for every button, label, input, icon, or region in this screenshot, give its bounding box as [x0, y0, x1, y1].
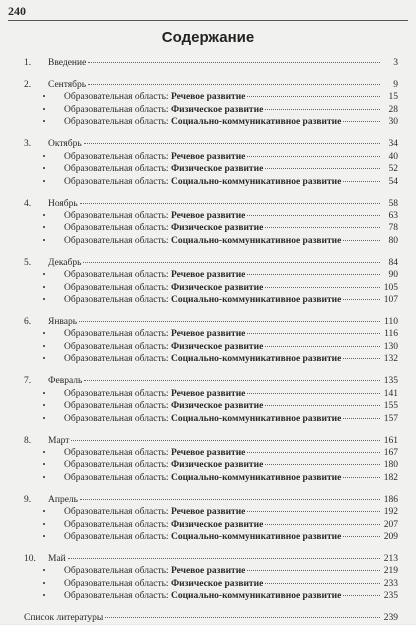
area-prefix: Образовательная область: [64, 223, 169, 234]
toc-subentry [24, 519, 398, 531]
bullet-icon: • [42, 151, 46, 161]
area-name: Социально-коммуникативное развитие [170, 354, 342, 365]
area-name: Речевое развитие [170, 566, 246, 577]
toc-entry-label: Март [48, 435, 70, 446]
area-name: Физическое развитие [170, 104, 264, 115]
area-name: Физическое развитие [170, 401, 264, 412]
toc-subentry-page: 15 [388, 92, 398, 103]
toc-section [24, 57, 398, 69]
toc-subentry-page: 40 [388, 151, 398, 162]
dot-leader [83, 262, 380, 263]
toc-subentry-page: 167 [383, 447, 398, 458]
dot-leader [343, 595, 380, 596]
area-name: Социально-коммуникативное развитие [170, 532, 342, 542]
toc-subentry-label [64, 413, 341, 425]
toc-entry-page: 213 [383, 554, 398, 565]
area-name: Физическое развитие [170, 164, 264, 175]
area-prefix: Образовательная область: [64, 591, 169, 602]
area-name: Физическое развитие [170, 341, 264, 352]
toc-subentry [24, 578, 398, 590]
area-prefix: Образовательная область: [64, 117, 169, 128]
toc-subentry [24, 565, 398, 577]
area-prefix: Образовательная область: [64, 282, 169, 293]
area-name: Речевое развитие [170, 447, 246, 458]
bullet-icon: • [42, 282, 46, 292]
area-prefix: Образовательная область: [64, 472, 169, 483]
toc-subentry-label [64, 590, 341, 602]
area-prefix: Образовательная область: [64, 401, 169, 412]
toc-entry-page: 84 [388, 257, 398, 268]
area-name: Социально-коммуникативное развитие [170, 472, 342, 483]
toc-entry [24, 79, 398, 91]
toc-subentry-label [64, 531, 341, 543]
area-name: Речевое развитие [170, 388, 246, 399]
bullet-icon: • [42, 532, 46, 541]
toc-subentry [24, 388, 398, 400]
area-prefix: Образовательная область: [64, 329, 169, 340]
toc-entry-number: 9. [24, 494, 32, 505]
toc-subentry [24, 269, 398, 281]
toc-subentry-label [64, 388, 245, 400]
toc-entry [24, 435, 398, 447]
references-label: Список литературы [24, 613, 104, 624]
toc-references [24, 612, 398, 624]
toc-entry [24, 553, 398, 565]
toc-subentry-label [64, 447, 245, 459]
dot-leader [343, 240, 380, 241]
bullet-icon: • [42, 354, 46, 364]
toc-entry-label: Февраль [48, 376, 83, 387]
bullet-icon: • [42, 401, 46, 411]
toc-entry-label: Январь [48, 317, 78, 328]
area-prefix: Образовательная область: [64, 566, 169, 577]
toc-section [24, 198, 398, 248]
area-prefix: Образовательная область: [64, 270, 169, 281]
toc-subentry-label [64, 269, 245, 281]
area-name: Речевое развитие [170, 507, 246, 518]
toc-subentry [24, 282, 398, 294]
toc-entry-number: 7. [24, 376, 32, 387]
toc-entry-label: Декабрь [48, 257, 82, 268]
area-prefix: Образовательная область: [64, 578, 169, 589]
toc-subentry [24, 210, 398, 222]
dot-leader [105, 617, 380, 618]
area-name: Речевое развитие [170, 210, 246, 221]
bullet-icon: • [42, 210, 46, 220]
area-prefix: Образовательная область: [64, 388, 169, 399]
dot-leader [343, 121, 380, 122]
toc-subentry [24, 328, 398, 340]
dot-leader [265, 524, 380, 525]
toc-entry [24, 198, 398, 210]
bullet-icon: • [42, 270, 46, 280]
dot-leader [343, 299, 380, 300]
page-title: Содержание [161, 29, 255, 46]
dot-leader [79, 321, 380, 322]
toc-subentry-page: 235 [383, 591, 398, 602]
area-name: Речевое развитие [170, 329, 246, 340]
toc-entry-label: Ноябрь [48, 198, 78, 209]
toc-entry-label: Октябрь [48, 139, 82, 150]
area-name: Социально-коммуникативное развитие [170, 117, 342, 128]
toc-section [24, 257, 398, 307]
toc-subentry-page: 180 [383, 460, 398, 471]
toc-section [24, 316, 398, 366]
dot-leader [265, 287, 380, 288]
toc-entry-number: 3. [24, 139, 32, 150]
area-prefix: Образовательная область: [64, 341, 169, 352]
toc-subentry-label [64, 282, 263, 294]
dot-leader [265, 227, 380, 228]
bullet-icon: • [42, 176, 46, 186]
area-prefix: Образовательная область: [64, 354, 169, 365]
toc-subentry-label [64, 210, 245, 222]
dot-leader [247, 511, 380, 512]
area-name: Речевое развитие [170, 151, 246, 162]
bullet-icon: • [42, 388, 46, 398]
toc-subentry-label [64, 116, 341, 128]
bullet-icon: • [42, 472, 46, 482]
area-name: Социально-коммуникативное развитие [170, 295, 342, 305]
dot-leader [80, 499, 380, 500]
toc-subentry [24, 91, 398, 103]
dot-leader [343, 536, 380, 537]
toc-subentry-page: 80 [388, 235, 398, 246]
area-prefix: Образовательная область: [64, 519, 169, 530]
toc-section [24, 435, 398, 485]
toc-subentry-label [64, 222, 263, 234]
toc-entry-page: 58 [388, 198, 398, 209]
bullet-icon: • [42, 235, 46, 245]
toc-subentry-page: 30 [388, 117, 398, 128]
bullet-icon: • [42, 460, 46, 470]
toc-subentry [24, 353, 398, 365]
toc-entry [24, 316, 398, 328]
toc-entry-number: 5. [24, 257, 32, 268]
toc-entry-page: 9 [393, 80, 398, 91]
area-name: Речевое развитие [170, 92, 246, 103]
dot-leader [247, 333, 380, 334]
toc-entry-label: Введение [48, 58, 87, 68]
toc-subentry [24, 590, 398, 602]
dot-leader [265, 168, 380, 169]
area-name: Социально-коммуникативное развитие [170, 591, 342, 602]
toc-subentry-page: 107 [383, 295, 398, 305]
area-prefix: Образовательная область: [64, 235, 169, 246]
toc-subentry-label [64, 151, 245, 163]
toc-subentry [24, 235, 398, 247]
dot-leader [84, 380, 380, 381]
dot-leader [265, 583, 380, 584]
area-name: Социально-коммуникативное развитие [170, 235, 342, 246]
toc-subentry-label [64, 176, 341, 188]
toc-subentry-page: 141 [383, 388, 398, 399]
area-prefix: Образовательная область: [64, 151, 169, 162]
toc-subentry [24, 459, 398, 471]
toc-subentry-label [64, 506, 245, 518]
toc-subentry-label [64, 294, 341, 306]
toc-entry [24, 375, 398, 387]
dot-leader [88, 62, 380, 63]
area-prefix: Образовательная область: [64, 447, 169, 458]
bullet-icon: • [42, 295, 46, 304]
dot-leader [247, 452, 380, 453]
toc-subentry-label [64, 353, 341, 365]
toc-subentry-page: 207 [383, 519, 398, 530]
toc-section [24, 375, 398, 425]
bullet-icon: • [42, 223, 46, 233]
dot-leader [88, 84, 380, 85]
toc-subentry [24, 163, 398, 175]
toc-subentry [24, 447, 398, 459]
toc-subentry-label [64, 400, 263, 412]
toc-entry [24, 138, 398, 150]
toc-subentry-page: 54 [388, 176, 398, 187]
toc-entry-page: 161 [383, 435, 398, 446]
area-prefix: Образовательная область: [64, 460, 169, 471]
area-prefix: Образовательная область: [64, 532, 169, 542]
toc-entry-page: 135 [383, 376, 398, 387]
area-prefix: Образовательная область: [64, 164, 169, 175]
area-prefix: Образовательная область: [64, 104, 169, 115]
toc-subentry-page: 78 [388, 223, 398, 234]
toc-subentry-page: 209 [383, 532, 398, 542]
area-name: Физическое развитие [170, 519, 264, 530]
toc-subentry-label [64, 519, 263, 531]
toc-subentry-page: 219 [383, 566, 398, 577]
toc-subentry [24, 472, 398, 484]
toc-subentry-label [64, 91, 245, 103]
area-name: Речевое развитие [170, 270, 246, 281]
toc-entry-number: 1. [24, 58, 32, 68]
area-prefix: Образовательная область: [64, 210, 169, 221]
area-prefix: Образовательная область: [64, 176, 169, 187]
toc-subentry-label [64, 341, 263, 353]
bullet-icon: • [42, 92, 46, 102]
dot-leader [80, 203, 380, 204]
dot-leader [247, 274, 380, 275]
toc-entry-label: Сентябрь [48, 80, 87, 91]
area-name: Физическое развитие [170, 282, 264, 293]
dot-leader [247, 570, 380, 571]
bullet-icon: • [42, 117, 46, 127]
toc-subentry-page: 182 [383, 472, 398, 483]
toc-subentry [24, 151, 398, 163]
dot-leader [265, 405, 380, 406]
toc-subentry [24, 294, 398, 306]
toc-subentry [24, 506, 398, 518]
bullet-icon: • [42, 591, 46, 601]
toc-entry-page: 3 [393, 58, 398, 68]
toc-subentry-page: 130 [383, 341, 398, 352]
toc-subentry [24, 116, 398, 128]
dot-leader [265, 464, 380, 465]
toc-subentry-page: 132 [383, 354, 398, 365]
dot-leader [265, 109, 380, 110]
bullet-icon: • [42, 164, 46, 174]
toc-entry [24, 257, 398, 269]
toc-subentry-label [64, 472, 341, 484]
dot-leader [343, 418, 380, 419]
area-prefix: Образовательная область: [64, 507, 169, 518]
toc-entry-label: Апрель [48, 494, 78, 505]
dot-leader [71, 440, 380, 441]
bullet-icon: • [42, 413, 46, 423]
dot-leader [247, 215, 380, 216]
toc-subentry [24, 413, 398, 425]
dot-leader [68, 558, 380, 559]
dot-leader [343, 358, 380, 359]
area-name: Социально-коммуникативное развитие [170, 413, 342, 424]
area-name: Физическое развитие [170, 578, 264, 589]
toc-subentry-label [64, 459, 263, 471]
bullet-icon: • [42, 341, 46, 351]
table-of-contents [24, 57, 398, 625]
toc-subentry [24, 222, 398, 234]
bullet-icon: • [42, 329, 46, 339]
bullet-icon: • [42, 578, 46, 588]
dot-leader [247, 393, 380, 394]
toc-subentry [24, 531, 398, 543]
bullet-icon: • [42, 566, 46, 576]
toc-entry-number: 10. [24, 554, 36, 565]
dot-leader [84, 143, 380, 144]
toc-subentry [24, 400, 398, 412]
area-prefix: Образовательная область: [64, 295, 169, 305]
toc-subentry-page: 192 [383, 507, 398, 518]
toc-section [24, 138, 398, 188]
toc-subentry-label [64, 578, 263, 590]
toc-entry-number: 2. [24, 80, 32, 91]
bullet-icon: • [42, 507, 46, 517]
area-prefix: Образовательная область: [64, 92, 169, 103]
bullet-icon: • [42, 447, 46, 457]
toc-entry-number: 8. [24, 435, 32, 446]
toc-entry-page: 186 [383, 494, 398, 505]
toc-subentry-label [64, 565, 245, 577]
toc-subentry [24, 176, 398, 188]
area-name: Физическое развитие [170, 223, 264, 234]
bullet-icon: • [42, 104, 46, 114]
toc-subentry-page: 116 [384, 329, 398, 340]
header-rule [8, 20, 408, 21]
toc-entry [24, 57, 398, 69]
dot-leader [265, 346, 380, 347]
toc-subentry-label [64, 328, 245, 340]
toc-subentry-page: 28 [388, 104, 398, 115]
toc-subentry-page: 63 [388, 210, 398, 221]
toc-subentry [24, 341, 398, 353]
toc-subentry-page: 157 [383, 413, 398, 424]
dot-leader [343, 181, 380, 182]
area-prefix: Образовательная область: [64, 413, 169, 424]
dot-leader [247, 156, 380, 157]
toc-subentry [24, 104, 398, 116]
toc-entry [24, 494, 398, 506]
page-number: 240 [8, 4, 26, 18]
references-page: 239 [383, 613, 398, 624]
toc-entry-number: 6. [24, 317, 32, 328]
toc-subentry-label [64, 163, 263, 175]
toc-subentry-page: 52 [388, 164, 398, 175]
toc-subentry-page: 90 [388, 270, 398, 281]
area-name: Физическое развитие [170, 460, 264, 471]
toc-subentry-label [64, 235, 341, 247]
toc-section [24, 494, 398, 544]
toc-entry-label: Май [48, 554, 66, 565]
toc-subentry-label [64, 104, 263, 116]
toc-subentry-page: 155 [383, 401, 398, 412]
toc-subentry-page: 105 [383, 282, 398, 293]
toc-section [24, 79, 398, 129]
dot-leader [247, 96, 380, 97]
toc-subentry-page: 233 [383, 578, 398, 589]
toc-section [24, 553, 398, 603]
toc-entry-page: 110 [384, 317, 398, 328]
bullet-icon: • [42, 519, 46, 529]
toc-entry-number: 4. [24, 198, 32, 209]
area-name: Социально-коммуникативное развитие [170, 176, 342, 187]
dot-leader [343, 477, 380, 478]
toc-entry-page: 34 [388, 139, 398, 150]
